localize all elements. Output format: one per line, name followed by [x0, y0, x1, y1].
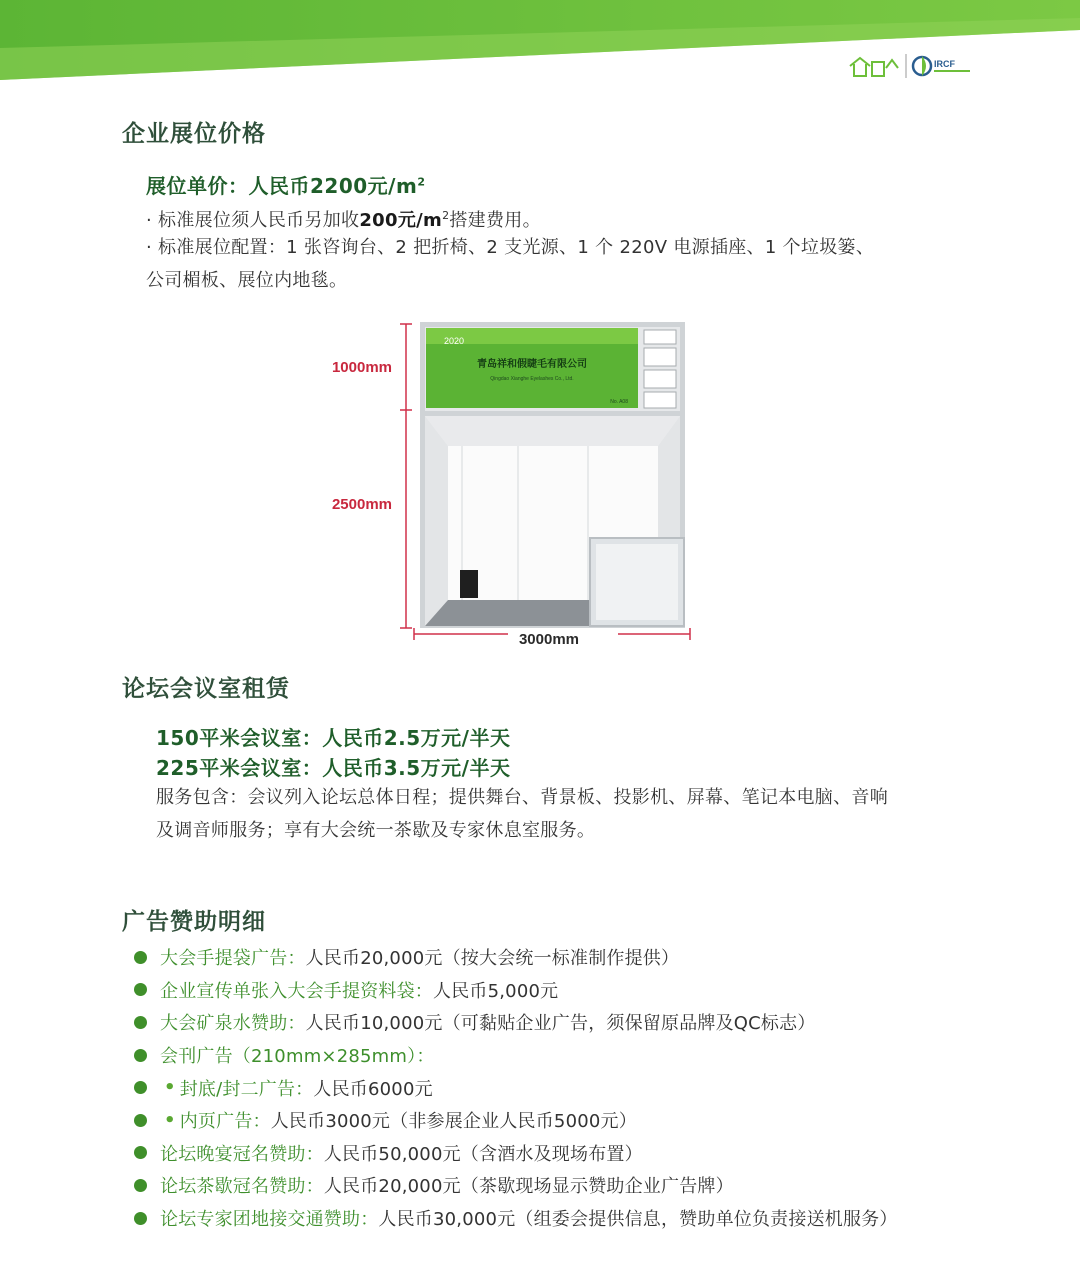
fascia-no: No. A08: [610, 399, 628, 405]
forum-service-desc-cont: 及调音师服务；享有大会统一茶歇及专家休息室服务。: [156, 820, 596, 841]
bullet-icon: [134, 1081, 147, 1094]
bullet-icon: [134, 1016, 147, 1029]
dim-middle-label: 2500mm: [331, 496, 393, 513]
fascia-company-en: Qingdao Xianghe Eyelashes Co., Ltd.: [490, 376, 574, 382]
booth-diagram: [318, 318, 698, 653]
list-item: 论坛晚宴冠名赞助： 人民币50,000元（含酒水及现场布置）: [134, 1137, 1034, 1170]
fascia-year: 2020: [444, 336, 465, 346]
list-item: 论坛茶歇冠名赞助： 人民币20,000元（茶歇现场显示赞助企业广告牌）: [134, 1169, 1034, 1202]
list-item: 企业宣传单张入大会手提资料袋： 人民币5,000元: [134, 974, 1034, 1007]
list-item: 会刊广告（210mm×285mm）：: [134, 1039, 1034, 1072]
bullet-icon: [134, 1049, 147, 1062]
list-item: 论坛专家团地接交通赞助： 人民币30,000元（组委会提供信息，赞助单位负责接送机服务）: [134, 1202, 1034, 1235]
dim-top-label: 1000mm: [331, 359, 393, 376]
forum-price-150: 150平米会议室：人民币2.5万元/半天: [156, 726, 511, 750]
dim-bottom-label: 3000mm: [518, 631, 580, 648]
forum-section-title: 论坛会议室租赁: [122, 676, 290, 702]
booth-unit-price: 展位单价：人民币2200元$/m^2$: [146, 174, 426, 198]
ad-sponsorship-list: [134, 941, 1034, 1234]
partner-logo-text: IRCF: [934, 59, 955, 69]
waste-bin: [460, 570, 478, 598]
fascia-company: 青岛祥和假睫毛有限公司: [477, 359, 587, 370]
bullet-icon: [134, 983, 147, 996]
header-logos: [846, 50, 976, 82]
forum-price-225: 225平米会议室：人民币3.5万元/半天: [156, 756, 511, 780]
ad-section-title: 广告赞助明细: [122, 909, 266, 935]
booth-section-title: 企业展位价格: [122, 121, 266, 147]
booth-build-fee-line: · 标准展位须人民币另加收200元$/m^2$搭建费用。: [146, 209, 541, 231]
bullet-icon: [134, 1114, 147, 1127]
list-item: • 内页广告： 人民币3000元（非参展企业人民币5000元）: [134, 1104, 1034, 1137]
bullet-icon: [134, 1146, 147, 1159]
ircf-logo-icon: [913, 56, 931, 76]
booth-config-line: · 标准展位配置：1 张咨询台、2 把折椅、2 支光源、1 个 220V 电源插座、1 个垃圾篓、: [146, 237, 875, 258]
booth-config-line-cont: 公司楣板、展位内地毯。: [146, 270, 348, 291]
forum-service-desc: 服务包含：会议列入论坛总体日程；提供舞台、背景板、投影机、屏幕、笔记本电脑、音响: [156, 787, 888, 808]
list-item: 大会手提袋广告： 人民币20,000元（按大会统一标准制作提供）: [134, 941, 1034, 974]
bullet-icon: [134, 1212, 147, 1225]
house-logo-icon: [850, 58, 898, 76]
bullet-icon: [134, 951, 147, 964]
list-item: • 封底/封二广告： 人民币6000元: [134, 1071, 1034, 1104]
bullet-icon: [134, 1179, 147, 1192]
list-item: 大会矿泉水赞助： 人民币10,000元（可黏贴企业广告，须保留原品牌及QC标志）: [134, 1006, 1034, 1039]
